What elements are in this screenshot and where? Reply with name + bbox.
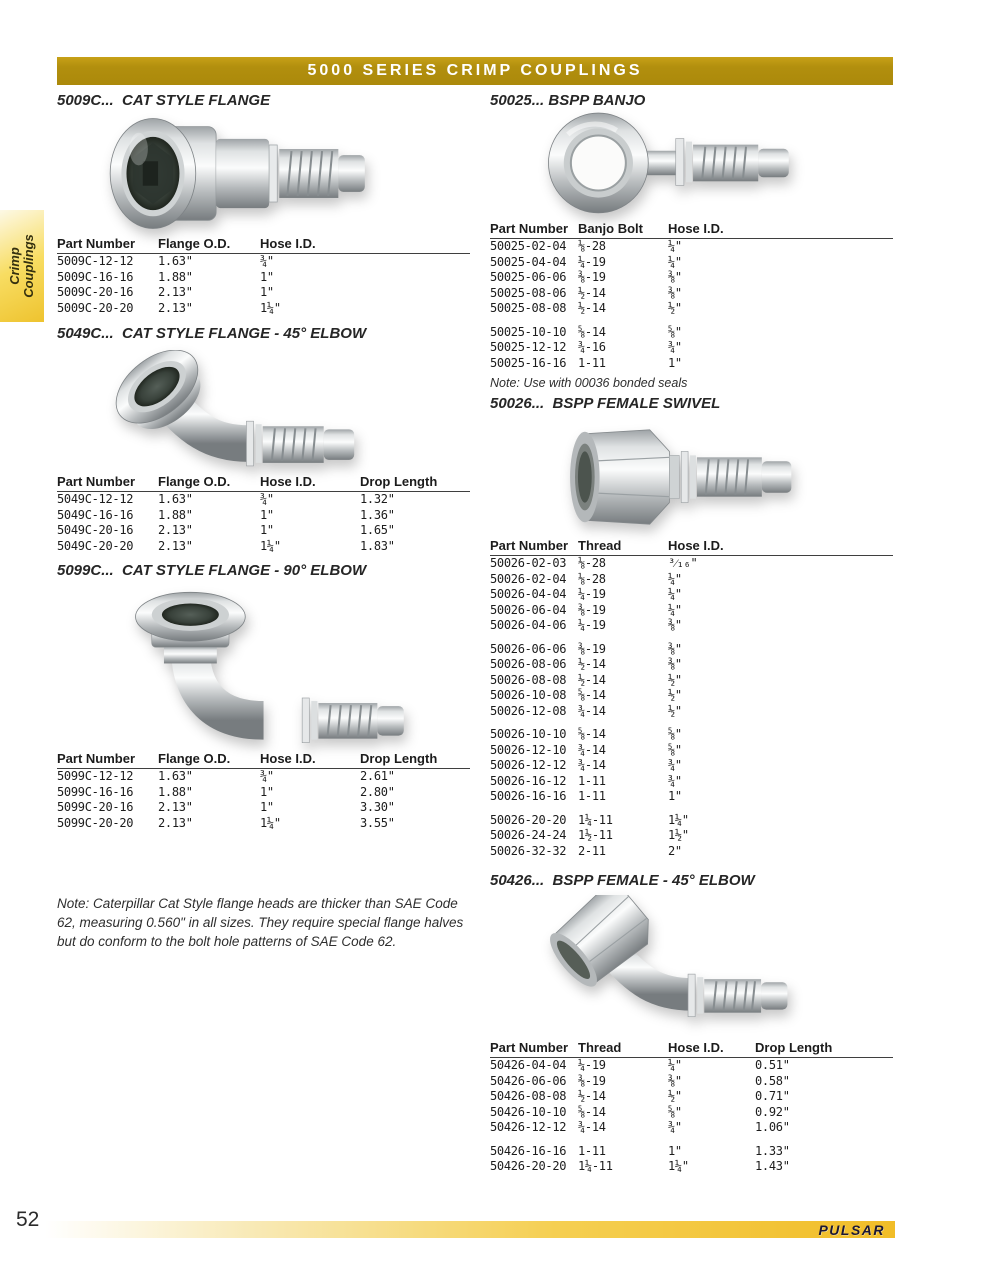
table-cell: 1": [668, 789, 682, 803]
table-cell: 1": [260, 507, 274, 522]
column-header: Hose I.D.: [668, 538, 893, 556]
table-cell: 50426-20-20: [490, 1159, 567, 1173]
column-header: Part Number: [490, 538, 578, 556]
table-cell: ½-14: [578, 301, 606, 315]
table-cell: ¼": [668, 602, 682, 617]
column-header: Hose I.D.: [668, 1040, 755, 1058]
table-cell: ¾": [260, 769, 274, 783]
table-cell: 50026-06-04: [490, 602, 567, 617]
table-cell: 50026-08-08: [490, 672, 567, 687]
table-row: [490, 1144, 893, 1160]
table-cell: ¼-19: [578, 587, 606, 601]
table-row: [490, 270, 893, 286]
table-cell: ⅜-19: [578, 1073, 606, 1088]
table-cell: 0.58": [755, 1073, 790, 1088]
table-cell: ⅜": [668, 270, 682, 284]
table-cell: ½": [668, 1089, 682, 1103]
table-cell: 5049C-16-16: [57, 507, 134, 522]
series-banner: [57, 57, 893, 85]
table-cell: 50025-12-12: [490, 340, 567, 354]
table-cell: 50026-10-08: [490, 688, 567, 702]
table-row: [490, 340, 893, 356]
table-cell: ¾": [668, 758, 682, 772]
table-cell: 1.43": [755, 1159, 790, 1173]
table-cell: 3.30": [360, 800, 395, 814]
table-cell: 1-11: [578, 789, 606, 803]
45-elbow-flange-fitting-image: [98, 350, 403, 470]
table-cell: ¾-14: [578, 1120, 606, 1134]
table-cell: ⅝-14: [578, 324, 606, 339]
table-cell: 50025-10-10: [490, 324, 567, 339]
table-cell: 1½-11: [578, 828, 613, 842]
table-cell: 2.13": [158, 800, 193, 814]
table-cell: ¾-14: [578, 742, 606, 757]
column-header: Thread: [578, 1040, 668, 1058]
sidebar-tab-crimp-couplings[interactable]: [0, 210, 44, 322]
table-cell: ⅝": [668, 324, 682, 339]
table-cell: 5099C-16-16: [57, 784, 134, 799]
column-header: Part Number: [57, 236, 158, 254]
table-cell: 1¼": [668, 812, 689, 827]
column-header: Flange O.D.: [158, 751, 260, 769]
series-banner-title: 5000 SERIES CRIMP COUPLINGS: [307, 62, 643, 79]
table-cell: ¼": [668, 571, 682, 586]
table-row: [490, 789, 893, 805]
table-row: [490, 325, 893, 341]
table-row: [57, 492, 470, 508]
table-row: [490, 727, 893, 743]
table-row: [490, 572, 893, 588]
table-cell: ¾": [260, 254, 274, 268]
table-cell: 50026-16-12: [490, 773, 567, 788]
column-header: Drop Length: [360, 751, 470, 769]
column-header: Part Number: [490, 1040, 578, 1058]
table-cell: 50026-04-06: [490, 618, 567, 632]
table-cell: 50026-06-06: [490, 641, 567, 656]
table-cell: ⅛-28: [578, 556, 606, 570]
table-cell: 1": [260, 523, 274, 537]
table-cell: 1.36": [360, 507, 395, 522]
table-row: [490, 1159, 893, 1175]
table-cell: ¼-19: [578, 618, 606, 632]
female-45-elbow-fitting-image: [535, 895, 835, 1037]
table-cell: 5099C-20-16: [57, 800, 134, 814]
table-row: [57, 785, 470, 801]
table-cell: 50026-12-10: [490, 742, 567, 757]
table-row: [57, 285, 470, 301]
column-header: Drop Length: [360, 474, 470, 492]
table-cell: 1-11: [578, 773, 606, 788]
table-cell: 5049C-12-12: [57, 492, 134, 506]
table-cell: 2.13": [158, 285, 193, 299]
table-cell: 50026-08-06: [490, 657, 567, 671]
table-cell: 2.13": [158, 538, 193, 553]
table-cell: 50026-16-16: [490, 789, 567, 803]
table-cell: 50025-06-06: [490, 270, 567, 284]
table-cell: 1¼-11: [578, 1159, 613, 1173]
table-row: [490, 587, 893, 603]
table-cell: ³⁄₁₆": [668, 556, 698, 570]
table-cell: 50426-16-16: [490, 1143, 567, 1158]
table-cell: 50026-20-20: [490, 812, 567, 827]
table-cell: 1": [668, 355, 682, 370]
column-header: Hose I.D.: [260, 751, 360, 769]
section-title-50026: 50026... BSPP FEMALE SWIVEL: [490, 395, 721, 412]
table-cell: ¾-16: [578, 340, 606, 354]
table-cell: ⅝-14: [578, 727, 606, 741]
table-row: [490, 603, 893, 619]
column-header: Part Number: [57, 751, 158, 769]
table-row: [490, 239, 893, 255]
table-cell: ¼-19: [578, 254, 606, 269]
table-cell: ⅜": [668, 285, 682, 300]
table-cell: ⅜-19: [578, 602, 606, 617]
table-row: [490, 657, 893, 673]
table-cell: 1.83": [360, 538, 395, 553]
table-cell: 50026-32-32: [490, 843, 567, 858]
banjo-fitting-image: [535, 108, 845, 220]
table-cell: 50026-24-24: [490, 828, 567, 842]
table-cell: 50026-12-08: [490, 703, 567, 718]
table-cell: ¾": [668, 340, 682, 354]
spec-table-5049c: [57, 474, 470, 554]
table-cell: ¼": [668, 1058, 682, 1072]
table-cell: 1": [260, 800, 274, 814]
table-cell: 5009C-20-16: [57, 285, 134, 299]
table-cell: 0.51": [755, 1058, 790, 1072]
table-cell: 1¼-11: [578, 812, 613, 827]
table-cell: 1.88": [158, 507, 193, 522]
column-header: Thread: [578, 538, 668, 556]
table-cell: 5049C-20-20: [57, 538, 134, 553]
table-row: [490, 1074, 893, 1090]
table-cell: ⅝": [668, 1104, 682, 1119]
spec-table-5099c: [57, 751, 470, 831]
table-cell: 3.55": [360, 815, 395, 830]
table-cell: ¾": [668, 773, 682, 788]
banjo-note: Note: Use with 00036 bonded seals: [490, 375, 688, 390]
table-cell: 1": [260, 269, 274, 284]
table-row: [490, 1105, 893, 1121]
column-header: Flange O.D.: [158, 474, 260, 492]
left-column-note: Note: Caterpillar Cat Style flange heads are thicker than SAE Code 62, measuring 0.560" in all sizes. They require special flange halves but do conform to the bolt hole patterns of SAE Code 62.: [57, 895, 464, 949]
page-number: 52: [16, 1208, 40, 1231]
table-cell: 50025-16-16: [490, 355, 567, 370]
female-swivel-fitting-image: [548, 418, 838, 536]
spec-table-5009c: [57, 236, 470, 316]
table-cell: 50026-04-04: [490, 587, 567, 601]
table-cell: 0.92": [755, 1104, 790, 1119]
table-cell: 1.63": [158, 492, 193, 506]
table-cell: ⅛-28: [578, 239, 606, 253]
table-cell: 1.63": [158, 769, 193, 783]
footer-bar: [45, 1221, 895, 1238]
straight-flange-fitting-image: [100, 110, 375, 238]
table-cell: 5099C-12-12: [57, 769, 134, 783]
table-cell: 1¼": [260, 538, 281, 553]
table-row: [57, 800, 470, 816]
table-cell: 50026-10-10: [490, 727, 567, 741]
table-cell: ⅜-19: [578, 641, 606, 656]
table-cell: ¼": [668, 239, 682, 253]
table-row: [490, 774, 893, 790]
section-title-5049c: 5049C... CAT STYLE FLANGE - 45° ELBOW: [57, 325, 367, 342]
table-cell: 50026-02-03: [490, 556, 567, 570]
table-cell: ½": [668, 672, 682, 687]
table-row: [57, 270, 470, 286]
table-cell: ½-14: [578, 285, 606, 300]
table-cell: 1-11: [578, 355, 606, 370]
table-cell: 5009C-16-16: [57, 269, 134, 284]
table-row: [490, 743, 893, 759]
table-cell: ¾-14: [578, 758, 606, 772]
table-row: [490, 1058, 893, 1074]
column-header: Part Number: [57, 474, 158, 492]
table-cell: 50426-04-04: [490, 1058, 567, 1072]
table-header-row: [490, 221, 893, 239]
table-cell: ⅝": [668, 742, 682, 757]
table-cell: 50025-04-04: [490, 254, 567, 269]
table-row: [57, 523, 470, 539]
table-header-row: [57, 751, 470, 769]
table-row: [490, 255, 893, 271]
table-cell: 5099C-20-20: [57, 815, 134, 830]
table-cell: 2-11: [578, 843, 606, 858]
sidebar-tab-label: Crimp Couplings: [7, 234, 36, 298]
table-cell: ¼-19: [578, 1058, 606, 1072]
table-header-row: [57, 236, 470, 254]
table-row: [57, 816, 470, 832]
column-header: Flange O.D.: [158, 236, 260, 254]
table-cell: 50025-08-08: [490, 301, 567, 315]
table-cell: 50426-10-10: [490, 1104, 567, 1119]
table-cell: 1.06": [755, 1120, 790, 1134]
table-cell: ⅛-28: [578, 571, 606, 586]
table-cell: 50426-08-08: [490, 1089, 567, 1103]
table-cell: ⅜": [668, 618, 682, 632]
table-cell: ¼": [668, 254, 682, 269]
table-row: [57, 508, 470, 524]
table-cell: ⅜": [668, 657, 682, 671]
table-cell: ⅜": [668, 641, 682, 656]
column-header: Hose I.D.: [260, 236, 470, 254]
spec-table-50426: [490, 1040, 893, 1175]
table-cell: ½": [668, 301, 682, 315]
table-cell: 1.63": [158, 254, 193, 268]
table-cell: ¾": [260, 492, 274, 506]
product-photo-5099c: [103, 586, 418, 754]
table-cell: 50025-08-06: [490, 285, 567, 300]
section-title-50025: 50025... BSPP BANJO: [490, 92, 646, 109]
table-row: [490, 844, 893, 860]
table-cell: 1-11: [578, 1143, 606, 1158]
table-row: [490, 286, 893, 302]
table-row: [490, 1120, 893, 1136]
table-cell: 5009C-12-12: [57, 254, 134, 268]
section-title-5009c: 5009C... CAT STYLE FLANGE: [57, 92, 271, 109]
section-title-5099c: 5099C... CAT STYLE FLANGE - 90° ELBOW: [57, 562, 367, 579]
table-header-row: [57, 474, 470, 492]
table-cell: 50026-12-12: [490, 758, 567, 772]
table-cell: 1.65": [360, 523, 395, 537]
table-cell: 1": [668, 1143, 682, 1158]
table-cell: 1¼": [668, 1159, 689, 1173]
table-cell: 2": [668, 843, 682, 858]
table-cell: ¾-14: [578, 703, 606, 718]
table-cell: 50025-02-04: [490, 239, 567, 253]
table-cell: ⅜-19: [578, 270, 606, 284]
section-title-50426: 50426... BSPP FEMALE - 45° ELBOW: [490, 872, 755, 889]
column-header: Part Number: [490, 221, 578, 239]
table-cell: 1¼": [260, 300, 281, 315]
table-cell: ⅝": [668, 727, 682, 741]
table-header-row: [490, 538, 893, 556]
table-row: [57, 254, 470, 270]
table-row: [490, 642, 893, 658]
table-row: [57, 539, 470, 555]
product-photo-50026: [548, 418, 838, 541]
column-header: Banjo Bolt: [578, 221, 668, 239]
table-row: [490, 556, 893, 572]
table-cell: 50426-12-12: [490, 1120, 567, 1134]
90-elbow-flange-fitting-image: [103, 586, 418, 749]
table-cell: ½": [668, 703, 682, 718]
table-cell: ¾": [668, 1120, 682, 1134]
table-cell: 1¼": [260, 815, 281, 830]
table-cell: ⅝-14: [578, 688, 606, 702]
table-row: [490, 688, 893, 704]
table-cell: 1½": [668, 828, 689, 842]
table-cell: 1.88": [158, 784, 193, 799]
table-row: [490, 356, 893, 372]
spacer-row: [490, 719, 893, 727]
spacer-row: [490, 1136, 893, 1144]
spacer-row: [490, 634, 893, 642]
column-header: Hose I.D.: [260, 474, 360, 492]
product-photo-5009c: [100, 110, 375, 243]
table-cell: ½": [668, 688, 682, 702]
table-cell: 2.80": [360, 784, 395, 799]
table-header-row: [490, 1040, 893, 1058]
table-row: [490, 704, 893, 720]
table-row: [490, 828, 893, 844]
table-row: [490, 673, 893, 689]
table-cell: 1.88": [158, 269, 193, 284]
table-cell: ⅜": [668, 1073, 682, 1088]
spacer-row: [490, 805, 893, 813]
table-row: [490, 301, 893, 317]
table-cell: 0.71": [755, 1089, 790, 1103]
table-cell: ½-14: [578, 672, 606, 687]
table-row: [57, 769, 470, 785]
table-row: [490, 618, 893, 634]
table-row: [490, 758, 893, 774]
table-cell: ⅝-14: [578, 1104, 606, 1119]
pulsar-logo: PULSAR: [818, 1221, 885, 1238]
table-cell: 1": [260, 784, 274, 799]
table-cell: 50026-02-04: [490, 571, 567, 586]
table-cell: 2.13": [158, 523, 193, 537]
table-cell: ½-14: [578, 1089, 606, 1103]
column-header: Drop Length: [755, 1040, 893, 1058]
table-cell: 1": [260, 285, 274, 299]
spec-table-50026: [490, 538, 893, 859]
table-cell: 2.13": [158, 300, 193, 315]
table-cell: 1.32": [360, 492, 395, 506]
table-cell: 2.13": [158, 815, 193, 830]
table-cell: 1.33": [755, 1143, 790, 1158]
spec-table-50025: [490, 221, 893, 371]
table-cell: 5009C-20-20: [57, 300, 134, 315]
product-photo-50025: [535, 108, 845, 225]
table-row: [57, 301, 470, 317]
table-cell: ½-14: [578, 657, 606, 671]
table-cell: ¼": [668, 587, 682, 601]
spacer-row: [490, 317, 893, 325]
table-row: [490, 1089, 893, 1105]
product-photo-50426: [535, 895, 835, 1042]
table-row: [490, 813, 893, 829]
product-photo-5049c: [98, 350, 403, 475]
column-header: Hose I.D.: [668, 221, 893, 239]
table-cell: 2.61": [360, 769, 395, 783]
table-cell: 50426-06-06: [490, 1073, 567, 1088]
table-cell: 5049C-20-16: [57, 523, 134, 537]
